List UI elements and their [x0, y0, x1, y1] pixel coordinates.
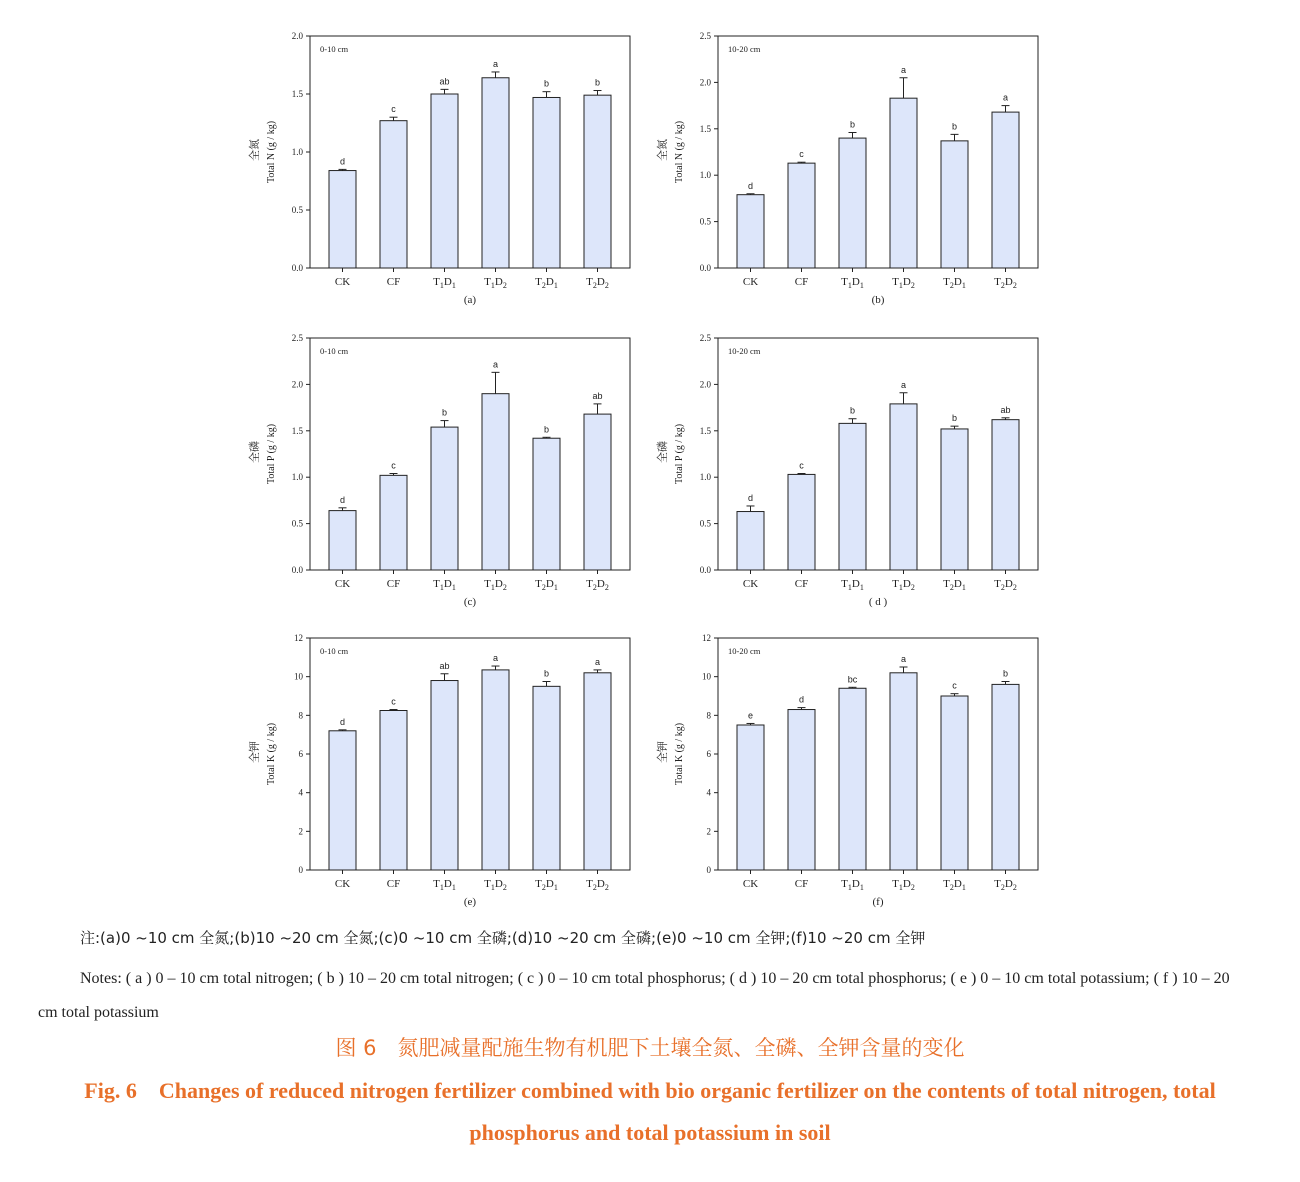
y-tick-label: 1.0	[291, 472, 303, 483]
bar-t2d1	[941, 696, 968, 870]
chart-svg-c	[240, 330, 640, 620]
panel-label: (c)	[463, 596, 477, 608]
y-tick-label: 0	[706, 865, 711, 875]
y-axis-label: Total P (g / kg)	[674, 423, 685, 485]
y-tick-label: 1.0	[291, 147, 303, 157]
significance-label: d	[798, 694, 805, 705]
x-tick-label: CK	[334, 578, 351, 590]
x-tick-label: $T_2D_1$	[535, 878, 558, 892]
significance-label: b	[543, 668, 550, 679]
y-tick-label: 2.5	[291, 333, 303, 343]
bar-t1d2	[482, 78, 509, 268]
plot-frame	[310, 638, 630, 870]
significance-label: c	[952, 680, 957, 691]
bar-cf	[380, 121, 407, 268]
chart-svg-f	[648, 630, 1048, 920]
significance-label: e	[747, 710, 754, 721]
y-axis-label: Total K (g / kg)	[674, 722, 685, 786]
y-axis-label-chinese: 全氮	[656, 139, 669, 161]
significance-label: c	[391, 460, 396, 471]
depth-label: 0-10 cm	[320, 346, 349, 356]
bar-t1d1	[839, 688, 866, 870]
bar-ck	[737, 195, 764, 268]
bar-t2d1	[941, 429, 968, 570]
bar-t2d2	[584, 95, 611, 268]
significance-label: b	[594, 77, 601, 88]
plot-frame	[718, 338, 1038, 570]
y-tick-label: 10	[294, 671, 303, 682]
x-tick-label: CF	[794, 878, 809, 890]
bar-cf	[788, 163, 815, 268]
chart-panel-e	[240, 630, 640, 920]
significance-label: bc	[847, 674, 858, 685]
significance-label: d	[339, 156, 346, 167]
significance-label: a	[492, 359, 499, 370]
x-tick-label: CK	[742, 578, 759, 590]
chart-panel-c	[240, 330, 640, 620]
significance-label: b	[1002, 668, 1009, 679]
significance-label: a	[900, 654, 907, 664]
y-tick-label: 0.0	[699, 565, 711, 575]
y-tick-label: 0.0	[291, 263, 303, 273]
plot-frame	[718, 36, 1038, 268]
y-axis-label-chinese: 全钾	[248, 741, 261, 763]
y-tick-label: 12	[294, 633, 303, 643]
significance-label: d	[747, 492, 754, 503]
bar-t2d1	[533, 686, 560, 870]
y-tick-label: 2.0	[291, 379, 303, 390]
significance-label: c	[391, 696, 396, 707]
bar-cf	[788, 474, 815, 570]
x-tick-label: $T_2D_1$	[535, 578, 558, 592]
notes-chinese: 注:(a)0 ~10 cm 全氮;(b)10 ~20 cm 全氮;(c)0 ~10 cm 全磷;(d)10 ~20 cm 全磷;(e)0 ~10 cm 全钾;(f)10 ~20 cm 全钾	[80, 929, 926, 947]
significance-label: b	[543, 424, 550, 435]
x-tick-label: $T_1D_1$	[433, 878, 456, 892]
y-tick-label: 1.0	[699, 170, 711, 181]
x-tick-label: $T_2D_1$	[943, 276, 966, 290]
y-tick-label: 0.0	[291, 565, 303, 575]
y-tick-label: 2.5	[699, 333, 711, 343]
significance-label: a	[900, 64, 907, 75]
panel-label: (b)	[871, 294, 885, 306]
y-tick-label: 12	[702, 633, 711, 643]
chart-svg-a	[240, 28, 640, 318]
x-tick-label: $T_2D_1$	[943, 878, 966, 892]
y-tick-label: 4	[706, 787, 711, 798]
significance-label: d	[747, 180, 754, 191]
x-tick-label: $T_1D_2$	[892, 276, 915, 290]
significance-label: a	[492, 58, 499, 69]
y-axis-label: Total K (g / kg)	[266, 722, 277, 786]
bar-t2d2	[584, 673, 611, 870]
y-tick-label: 2	[706, 826, 711, 837]
y-axis-label-chinese: 全磷	[656, 441, 669, 463]
x-tick-label: $T_1D_2$	[484, 578, 507, 592]
significance-label: c	[391, 104, 396, 115]
significance-label: ab	[1000, 404, 1011, 415]
bar-ck	[329, 731, 356, 870]
bar-t1d1	[839, 423, 866, 570]
chart-panel-b	[648, 28, 1048, 318]
plot-frame	[310, 36, 630, 268]
notes-english: Notes: ( a ) 0 – 10 cm total nitrogen; ( b ) 10 – 20 cm total nitrogen; ( c ) 0 – 10 cm total phosphorus; ( d ) 10 – 20 cm total phosphorus; ( e ) 0 – 10 cm total potassium; ( f ) 10 – 20 cm total potassium	[38, 970, 1230, 1021]
x-tick-label: $T_2D_2$	[586, 578, 609, 592]
bar-t1d2	[890, 98, 917, 268]
bar-t2d1	[533, 438, 560, 570]
x-tick-label: $T_2D_1$	[943, 578, 966, 592]
x-tick-label: $T_1D_2$	[892, 578, 915, 592]
y-tick-label: 2.0	[291, 31, 303, 41]
significance-label: c	[799, 460, 804, 471]
y-tick-label: 10	[702, 671, 711, 682]
panel-label: ( d )	[868, 596, 888, 608]
y-tick-label: 2.5	[699, 31, 711, 41]
bar-ck	[737, 512, 764, 570]
chart-panel-d	[648, 330, 1048, 620]
y-tick-label: 0.5	[699, 518, 711, 529]
x-tick-label: $T_2D_2$	[586, 878, 609, 892]
panel-label: (f)	[872, 896, 884, 908]
chart-svg-b	[648, 28, 1048, 318]
significance-label: b	[849, 405, 856, 416]
x-tick-label: $T_1D_1$	[433, 276, 456, 290]
y-axis-label: Total N (g / kg)	[674, 120, 685, 184]
x-tick-label: CF	[794, 578, 809, 590]
bar-t1d2	[890, 673, 917, 870]
depth-label: 10-20 cm	[728, 44, 761, 54]
bar-t2d1	[941, 141, 968, 268]
y-tick-label: 1.5	[699, 425, 711, 436]
bar-t2d2	[992, 684, 1019, 870]
x-tick-label: CF	[386, 878, 401, 890]
bar-cf	[380, 711, 407, 871]
y-tick-label: 6	[706, 749, 711, 759]
significance-label: a	[1002, 92, 1009, 103]
bar-cf	[380, 475, 407, 570]
x-tick-label: $T_1D_1$	[841, 276, 864, 290]
x-tick-label: $T_2D_2$	[586, 276, 609, 290]
panel-label: (a)	[463, 294, 477, 306]
y-tick-label: 6	[298, 749, 303, 759]
bar-t2d2	[992, 420, 1019, 570]
significance-label: ab	[592, 390, 603, 401]
x-tick-label: CF	[386, 578, 401, 590]
y-tick-label: 8	[706, 710, 711, 721]
y-tick-label: 2.0	[699, 379, 711, 390]
significance-label: a	[900, 379, 907, 390]
x-tick-label: $T_2D_2$	[994, 578, 1017, 592]
y-tick-label: 0.5	[291, 518, 303, 529]
bar-t1d2	[482, 670, 509, 870]
y-axis-label-chinese: 全磷	[248, 441, 261, 463]
bar-ck	[737, 725, 764, 870]
x-tick-label: $T_2D_2$	[994, 276, 1017, 290]
bar-t2d2	[992, 112, 1019, 268]
y-axis-label-chinese: 全氮	[248, 139, 261, 161]
x-tick-label: CK	[742, 276, 759, 288]
x-tick-label: $T_1D_2$	[484, 276, 507, 290]
chart-svg-d	[648, 330, 1048, 620]
plot-frame	[310, 338, 630, 570]
significance-label: a	[594, 656, 601, 667]
y-tick-label: 1.5	[291, 89, 303, 99]
chart-svg-e	[240, 630, 640, 920]
significance-label: c	[799, 149, 804, 160]
figure-title-chinese: 图 6 氮肥减量配施生物有机肥下土壤全氮、全磷、全钾含量的变化	[335, 1036, 965, 1060]
bar-t1d2	[482, 394, 509, 570]
x-tick-label: CK	[742, 878, 759, 890]
bar-cf	[788, 710, 815, 870]
bar-t1d1	[431, 94, 458, 268]
x-tick-label: $T_1D_1$	[841, 878, 864, 892]
x-tick-label: $T_1D_2$	[484, 878, 507, 892]
y-tick-label: 1.5	[291, 425, 303, 436]
y-axis-label: Total P (g / kg)	[266, 423, 277, 485]
bar-t1d2	[890, 404, 917, 570]
significance-label: b	[543, 78, 550, 89]
depth-label: 10-20 cm	[728, 346, 761, 356]
depth-label: 0-10 cm	[320, 646, 349, 656]
bar-ck	[329, 171, 356, 268]
x-tick-label: $T_2D_2$	[994, 878, 1017, 892]
panel-label: (e)	[463, 896, 477, 908]
chart-panel-a	[240, 28, 640, 318]
y-axis-label: Total N (g / kg)	[266, 120, 277, 184]
significance-label: d	[339, 494, 346, 505]
bar-t1d1	[431, 427, 458, 570]
x-tick-label: CF	[794, 276, 809, 288]
bar-t2d1	[533, 97, 560, 268]
significance-label: b	[951, 121, 958, 132]
chart-panel-f	[648, 630, 1048, 920]
bar-t2d2	[584, 414, 611, 570]
significance-label: ab	[439, 660, 450, 671]
x-tick-label: CK	[334, 276, 351, 288]
significance-label: ab	[439, 76, 450, 87]
y-tick-label: 0.5	[291, 205, 303, 215]
y-tick-label: 0.5	[699, 216, 711, 227]
figure-title-english: Fig. 6 Changes of reduced nitrogen fertilizer combined with bio organic fertilizer on the contents of total nitrogen, total phosphorus and total potassium in soil	[84, 1078, 1216, 1145]
significance-label: b	[441, 407, 448, 418]
y-axis-label-chinese: 全钾	[656, 741, 669, 763]
significance-label: b	[849, 119, 856, 130]
bar-t1d1	[431, 681, 458, 870]
x-tick-label: $T_1D_2$	[892, 878, 915, 892]
y-tick-label: 1.5	[699, 123, 711, 134]
y-tick-label: 2.0	[699, 77, 711, 88]
y-tick-label: 8	[298, 710, 303, 721]
significance-label: b	[951, 413, 958, 424]
depth-label: 10-20 cm	[728, 646, 761, 656]
depth-label: 0-10 cm	[320, 44, 349, 54]
x-tick-label: CK	[334, 878, 351, 890]
significance-label: a	[492, 653, 499, 664]
y-tick-label: 0.0	[699, 263, 711, 273]
bar-ck	[329, 511, 356, 570]
significance-label: d	[339, 716, 346, 727]
x-tick-label: $T_1D_1$	[433, 578, 456, 592]
y-tick-label: 2	[298, 826, 303, 837]
plot-frame	[718, 638, 1038, 870]
x-tick-label: CF	[386, 276, 401, 288]
x-tick-label: $T_2D_1$	[535, 276, 558, 290]
x-tick-label: $T_1D_1$	[841, 578, 864, 592]
y-tick-label: 1.0	[699, 472, 711, 483]
y-tick-label: 0	[298, 865, 303, 875]
y-tick-label: 4	[298, 787, 303, 798]
bar-t1d1	[839, 138, 866, 268]
